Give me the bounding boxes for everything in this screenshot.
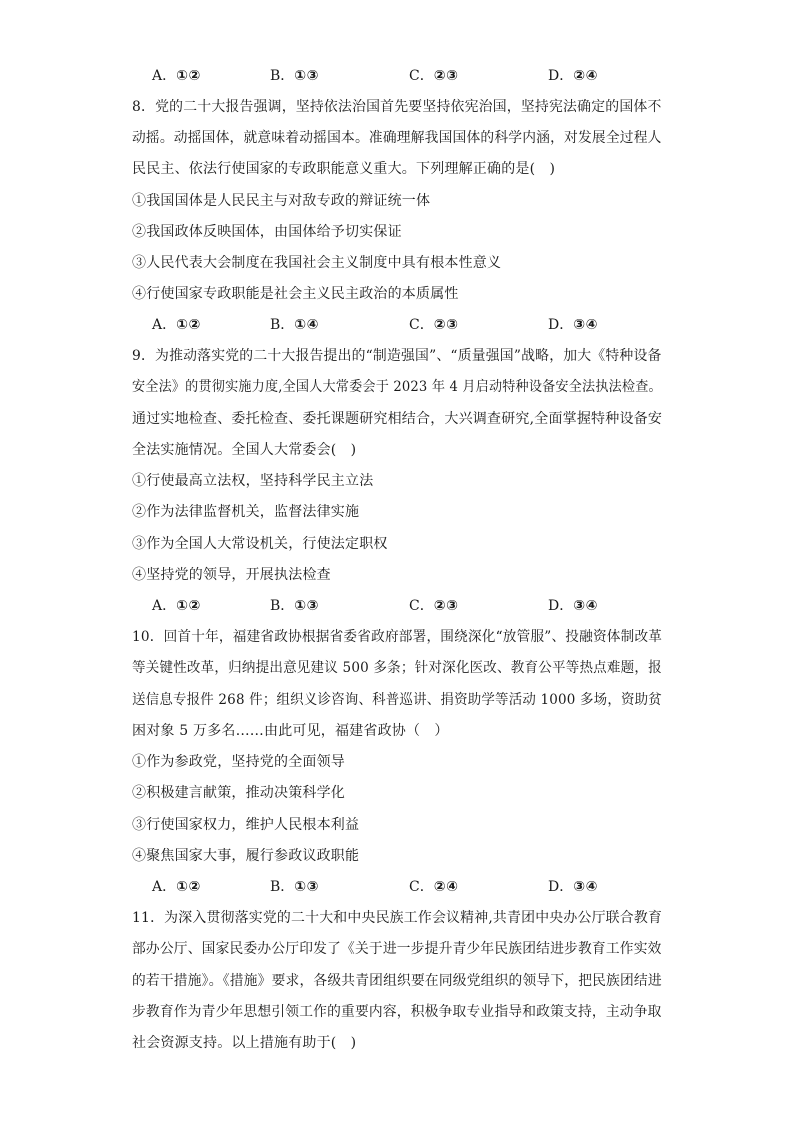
q11-stem-line: 部办公厅、国家民委办公厅印发了《关于进一步提升青少年民族团结进步教育工作实效: [132, 941, 662, 957]
q10-statement-1: ①作为参政党，坚持党的全面领导: [132, 754, 345, 770]
q10-option-b[interactable]: B．①③: [270, 879, 320, 895]
q7-option-d[interactable]: D．②④: [548, 68, 598, 84]
q10-stem-line: 等关键性改革，归纳提出意见建议 500 多条；针对深化医改、教育公平等热点难题，报: [132, 660, 662, 676]
q9-stem-line: 安全法》的贯彻实施力度,全国人大常委会于 2023 年 4 月启动特种设备安全法执法检查。: [132, 379, 662, 395]
q10-option-a[interactable]: A．①②: [152, 879, 201, 895]
q11-stem-line: 步教育作为青少年思想引领工作的重要内容，积极争取专业指导和政策支持，主动争取: [132, 1004, 662, 1020]
q10-stem-line: 10．回首十年，福建省政协根据省委省政府部署，围绕深化“放管服”、投融资体制改革: [132, 629, 663, 645]
q9-option-d[interactable]: D．③④: [548, 598, 598, 614]
q10-statement-2: ②积极建言献策，推动决策科学化: [132, 785, 345, 801]
q8-option-c[interactable]: C．②③: [409, 317, 459, 333]
q8-statement-4: ④行使国家专政职能是社会主义民主政治的本质属性: [132, 286, 459, 302]
q8-stem-line: 动摇。动摇国体，就意味着动摇国本。准确理解我国国体的科学内涵，对发展全过程人: [132, 130, 662, 146]
q10-statement-4: ④聚焦国家大事，履行参政议政职能: [132, 848, 360, 864]
q8-option-d[interactable]: D．③④: [548, 317, 598, 333]
q8-stem-line: 8．党的二十大报告强调，坚持依法治国首先要坚持依宪治国，坚持宪法确定的国体不: [132, 99, 662, 115]
q8-statement-2: ②我国政体反映国体，由国体给予切实保证: [132, 224, 402, 240]
q11-stem-line: 社会资源支持。以上措施有助于( ): [132, 1035, 357, 1051]
q7-option-a[interactable]: A．①②: [152, 68, 201, 84]
q8-statement-3: ③人民代表大会制度在我国社会主义制度中具有根本性意义: [132, 255, 502, 271]
q9-option-c[interactable]: C．②③: [409, 598, 459, 614]
q9-option-a[interactable]: A．①②: [152, 598, 201, 614]
q9-statement-4: ④坚持党的领导，开展执法检查: [132, 567, 331, 583]
q8-statement-1: ①我国国体是人民民主与对敌专政的辩证统一体: [132, 193, 431, 209]
q9-option-b[interactable]: B．①③: [270, 598, 320, 614]
q8-option-b[interactable]: B．①④: [270, 317, 320, 333]
q8-option-a[interactable]: A．①②: [152, 317, 201, 333]
q9-statement-2: ②作为法律监督机关，监督法律实施: [132, 504, 360, 520]
q10-stem-line: 困对象 5 万多名……由此可见，福建省政协（ ）: [132, 723, 449, 739]
q9-stem-line: 9．为推动落实党的二十大报告提出的“制造强国”、“质量强国”战略，加大《特种设备: [132, 348, 662, 364]
q7-option-b[interactable]: B．①③: [270, 68, 320, 84]
q9-stem-line: 全法实施情况。全国人大常委会( ): [132, 442, 357, 458]
q11-stem-line: 的若干措施》。《措施》要求，各级共青团组织要在同级党组织的领导下，把民族团结进: [132, 973, 662, 989]
q11-stem-line: 11．为深入贯彻落实党的二十大和中央民族工作会议精神,共青团中央办公厅联合教育: [132, 910, 663, 926]
q10-option-d[interactable]: D．③④: [548, 879, 598, 895]
q8-stem-line: 民民主、依法行使国家的专政职能意义重大。下列理解正确的是( ): [132, 161, 556, 177]
q7-option-c[interactable]: C．②③: [409, 68, 459, 84]
q10-option-c[interactable]: C．②④: [409, 879, 459, 895]
q9-stem-line: 通过实地检查、委托检查、委托课题研究相结合，大兴调查研究,全面掌握特种设备安: [132, 411, 663, 427]
q9-statement-1: ①行使最高立法权，坚持科学民主立法: [132, 473, 374, 489]
q10-stem-line: 送信息专报件 268 件；组织义诊咨询、科普巡讲、捐资助学等活动 1000 多场，资助贫: [132, 692, 662, 708]
q10-statement-3: ③行使国家权力，维护人民根本利益: [132, 817, 360, 833]
q9-statement-3: ③作为全国人大常设机关，行使法定职权: [132, 536, 388, 552]
